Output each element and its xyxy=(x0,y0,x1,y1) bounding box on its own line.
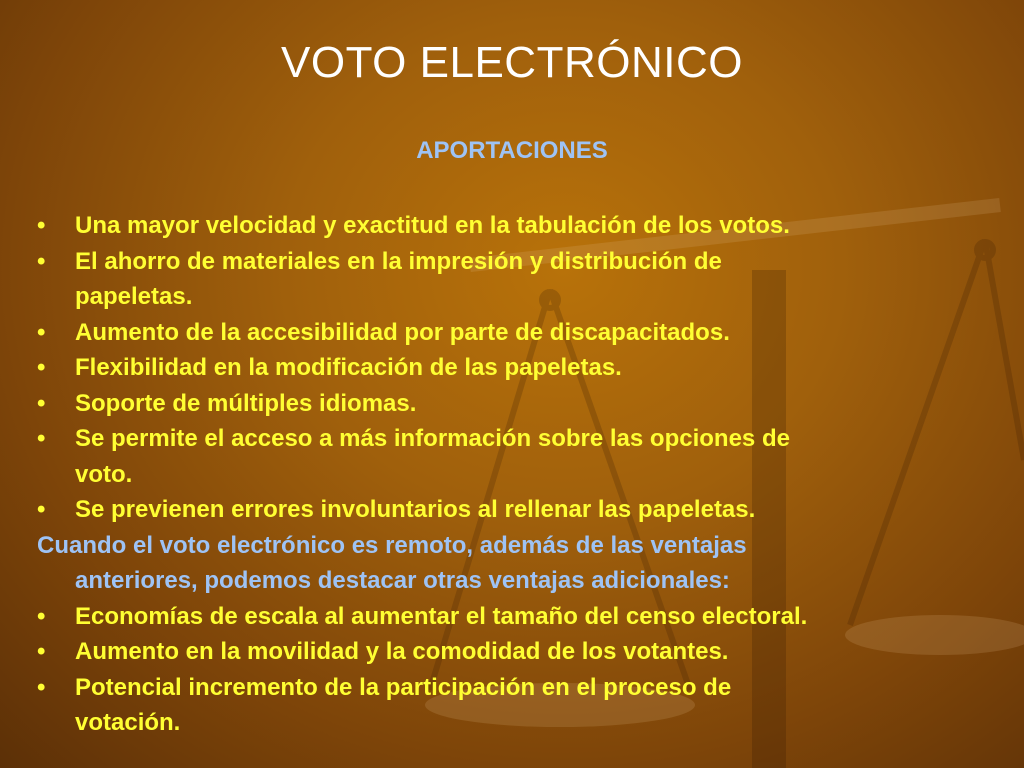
slide-title: VOTO ELECTRÓNICO xyxy=(281,38,743,87)
bullet-item: • Soporte de múltiples idiomas. xyxy=(37,386,1017,422)
bullet-item-continuation: voto. xyxy=(75,460,133,488)
bullet-item: • Potencial incremento de la participación en el proceso de xyxy=(37,670,1017,706)
bullet-item: • Economías de escala al aumentar el tamaño del censo electoral. xyxy=(37,599,1017,635)
remote-voting-note-continuation: anteriores, podemos destacar otras ventajas adicionales: xyxy=(75,567,730,594)
slide-content xyxy=(37,208,1017,741)
bullet-item: • Aumento de la accesibilidad por parte de discapacitados. xyxy=(37,315,1017,351)
bullet-item: • Flexibilidad en la modificación de las papeletas. xyxy=(37,350,1017,386)
bullet-item: • Se permite el acceso a más información sobre las opciones de xyxy=(37,421,1017,457)
remote-voting-note: Cuando el voto electrónico es remoto, además de las ventajas xyxy=(37,531,747,559)
bullet-item: • Una mayor velocidad y exactitud en la tabulación de los votos. xyxy=(37,208,1017,244)
bullet-item: • El ahorro de materiales en la impresión y distribución de xyxy=(37,244,1017,280)
slide-subtitle: APORTACIONES xyxy=(416,137,608,164)
bullet-item-continuation: papeletas. xyxy=(75,283,193,310)
bullet-item: • Aumento en la movilidad y la comodidad de los votantes. xyxy=(37,634,1017,670)
bullet-item: • Se previenen errores involuntarios al rellenar las papeletas. xyxy=(37,492,1017,528)
bullet-item-continuation: votación. xyxy=(75,709,181,736)
